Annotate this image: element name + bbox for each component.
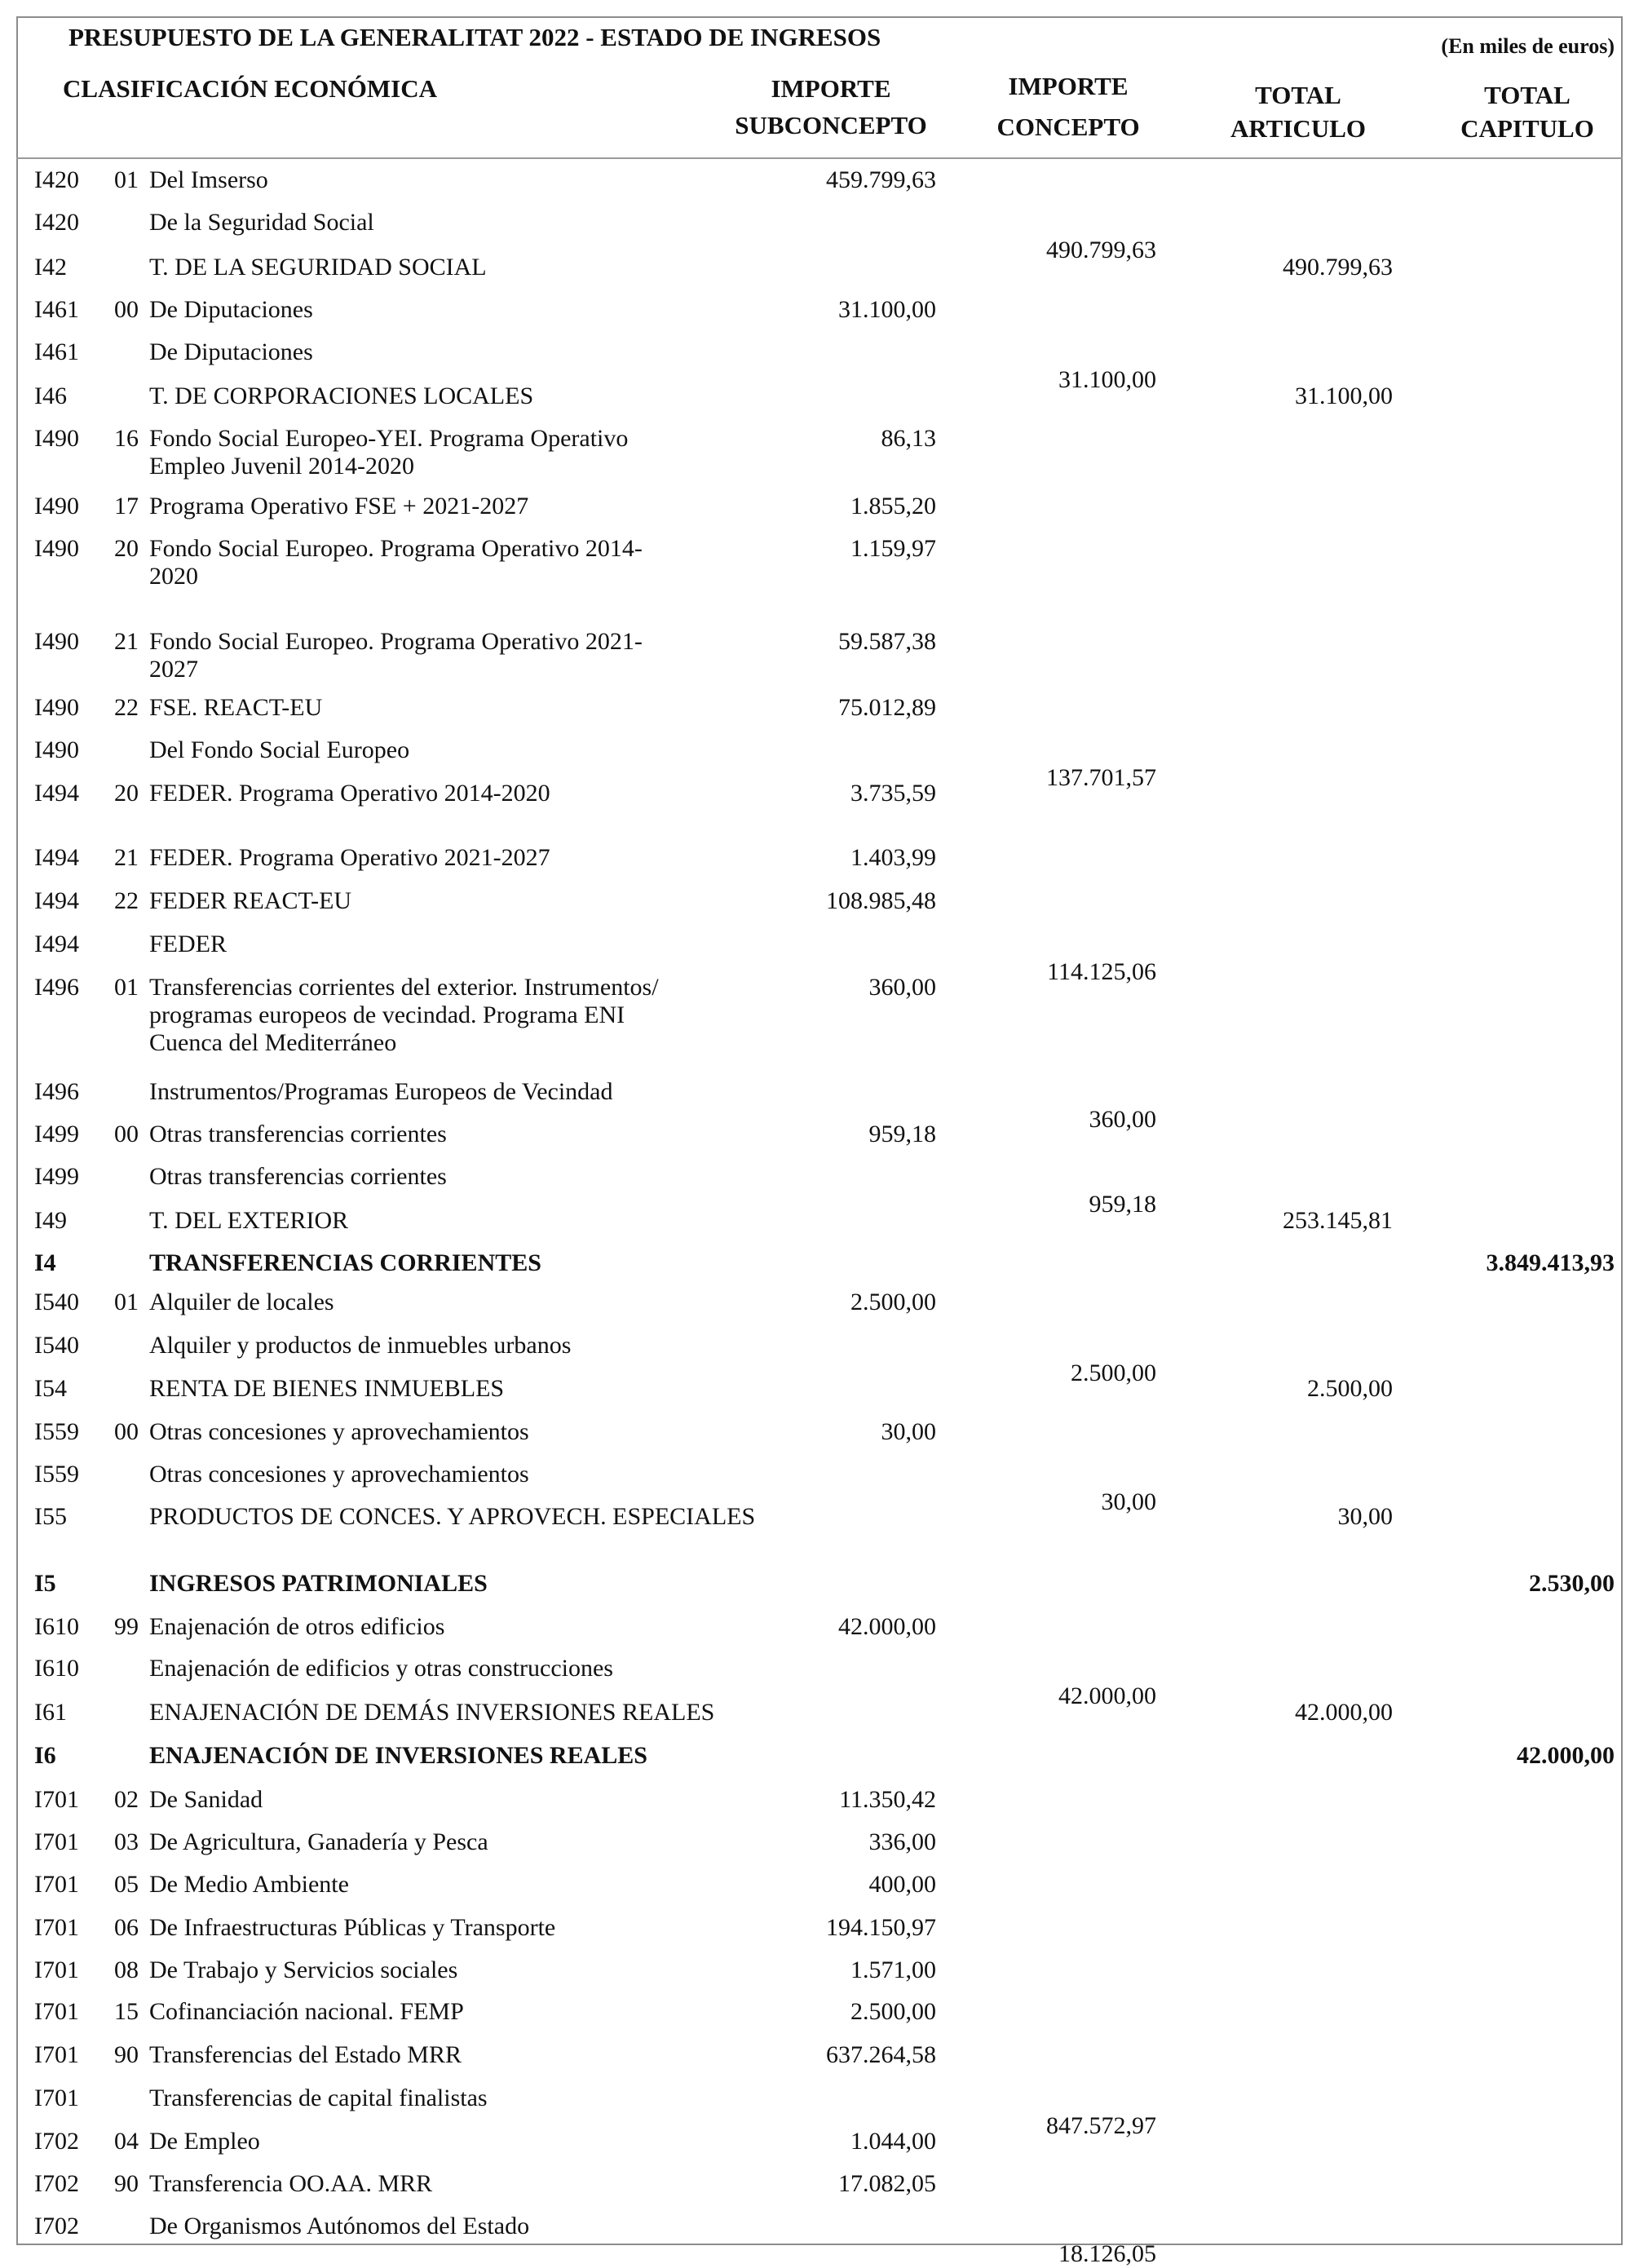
table-row: [0, 1998, 1639, 2031]
row-description: De Medio Ambiente: [149, 1871, 349, 1898]
importe-concepto-cell: 30,00: [1101, 1488, 1156, 1515]
table-row: [0, 382, 1639, 415]
row-code: I490: [34, 628, 79, 655]
row-subcode: 06: [114, 1914, 139, 1941]
row-description: FEDER. Programa Operativo 2021-2027: [149, 844, 550, 871]
row-code: I490: [34, 694, 79, 721]
row-description: ENAJENACIÓN DE DEMÁS INVERSIONES REALES: [149, 1699, 715, 1726]
table-row: [0, 1699, 1639, 1731]
header-rule: [16, 157, 1623, 159]
importe-subconcepto-cell: 17.082,05: [838, 2170, 936, 2197]
row-code: I610: [34, 1613, 79, 1640]
importe-concepto-cell: 31.100,00: [1058, 366, 1156, 393]
importe-concepto-cell: 490.799,63: [1046, 237, 1156, 263]
row-code: I5: [34, 1570, 56, 1597]
table-row: [0, 736, 1639, 791]
table-row: [0, 254, 1639, 286]
table-row: [0, 1570, 1639, 1603]
table-row: [0, 1655, 1639, 1709]
row-code: I55: [34, 1503, 67, 1530]
table-row: [0, 1207, 1639, 1240]
row-description: Programa Operativo FSE + 2021-2027: [149, 493, 529, 519]
row-code: I499: [34, 1121, 79, 1147]
row-code: I461: [34, 338, 79, 365]
table-row: [0, 628, 1639, 683]
row-description: De Trabajo y Servicios sociales: [149, 1956, 458, 1983]
document-title: PRESUPUESTO DE LA GENERALITAT 2022 - ESTADO DE INGRESOS: [68, 23, 881, 51]
table-row: [0, 1956, 1639, 1989]
table-row: [0, 209, 1639, 263]
importe-subconcepto-cell: 459.799,63: [826, 166, 936, 193]
row-description: De Diputaciones: [149, 296, 313, 323]
row-description: Del Fondo Social Europeo: [149, 736, 410, 763]
row-code: I46: [34, 382, 67, 409]
importe-concepto-cell: 847.572,97: [1046, 2112, 1156, 2139]
importe-subconcepto-cell: 400,00: [868, 1871, 936, 1898]
total-capitulo-cell: 2.530,00: [1529, 1570, 1615, 1597]
table-row: [0, 535, 1639, 590]
importe-concepto-cell: 360,00: [1089, 1106, 1156, 1133]
row-subcode: 01: [114, 166, 139, 193]
total-capitulo-cell: 42.000,00: [1517, 1742, 1615, 1769]
row-code: I54: [34, 1375, 67, 1402]
row-subcode: 05: [114, 1871, 139, 1898]
importe-subconcepto-cell: 1.571,00: [850, 1956, 936, 1983]
table-row: [0, 1121, 1639, 1153]
row-code: I494: [34, 887, 79, 914]
table-row: [0, 1613, 1639, 1646]
table-row: [0, 2085, 1639, 2139]
row-description: Fondo Social Europeo-YEI. Programa Operativo Empleo Juvenil 2014-2020: [149, 425, 629, 480]
row-description: FEDER REACT-EU: [149, 887, 352, 914]
row-description: Instrumentos/Programas Europeos de Vecindad: [149, 1078, 613, 1105]
table-row: [0, 2170, 1639, 2203]
row-code: I42: [34, 254, 67, 281]
importe-subconcepto-cell: 336,00: [868, 1828, 936, 1855]
importe-subconcepto-cell: 1.044,00: [850, 2128, 936, 2155]
table-row: [0, 1786, 1639, 1819]
row-description: Otras concesiones y aprovechamientos: [149, 1418, 529, 1445]
row-description: Del Imserso: [149, 166, 268, 193]
row-subcode: 04: [114, 2128, 139, 2155]
row-subcode: 03: [114, 1828, 139, 1855]
row-code: I702: [34, 2128, 79, 2155]
row-subcode: 22: [114, 694, 139, 721]
row-description: De Sanidad: [149, 1786, 263, 1813]
row-code: I6: [34, 1742, 56, 1769]
table-row: [0, 1742, 1639, 1775]
row-code: I496: [34, 974, 79, 1001]
row-code: I701: [34, 1786, 79, 1813]
row-code: I701: [34, 1998, 79, 2025]
total-articulo-cell: 2.500,00: [1307, 1375, 1393, 1402]
row-description: Otras concesiones y aprovechamientos: [149, 1461, 529, 1488]
table-row: [0, 2213, 1639, 2267]
row-code: I461: [34, 296, 79, 323]
row-description: De Organismos Autónomos del Estado: [149, 2213, 530, 2239]
table-row: [0, 1078, 1639, 1133]
col-header-importe-subconcepto: IMPORTE SUBCONCEPTO: [735, 74, 927, 139]
table-row: [0, 1418, 1639, 1451]
row-description: TRANSFERENCIAS CORRIENTES: [149, 1249, 541, 1276]
row-description: De Empleo: [149, 2128, 260, 2155]
table-row: [0, 1289, 1639, 1321]
importe-subconcepto-cell: 3.735,59: [850, 780, 936, 807]
table-row: [0, 694, 1639, 727]
row-code: I61: [34, 1699, 67, 1726]
row-description: INGRESOS PATRIMONIALES: [149, 1570, 488, 1597]
row-subcode: 20: [114, 535, 139, 562]
table-row: [0, 2128, 1639, 2160]
importe-subconcepto-cell: 2.500,00: [850, 1998, 936, 2025]
table-row: [0, 1249, 1639, 1282]
table-row: [0, 425, 1639, 480]
col-header-importe-concepto: IMPORTE CONCEPTO: [996, 72, 1140, 141]
row-subcode: 08: [114, 1956, 139, 1983]
row-description: T. DEL EXTERIOR: [149, 1207, 349, 1234]
row-description: Enajenación de otros edificios: [149, 1613, 445, 1640]
importe-concepto-cell: 42.000,00: [1058, 1682, 1156, 1709]
row-code: I701: [34, 1828, 79, 1855]
row-description: FEDER. Programa Operativo 2014-2020: [149, 780, 550, 807]
row-code: I496: [34, 1078, 79, 1105]
row-subcode: 17: [114, 493, 139, 519]
row-description: RENTA DE BIENES INMUEBLES: [149, 1375, 505, 1402]
total-articulo-cell: 30,00: [1337, 1503, 1393, 1530]
row-description: T. DE LA SEGURIDAD SOCIAL: [149, 254, 487, 281]
row-description: T. DE CORPORACIONES LOCALES: [149, 382, 534, 409]
row-code: I701: [34, 1871, 79, 1898]
row-description: ENAJENACIÓN DE INVERSIONES REALES: [149, 1742, 647, 1769]
row-subcode: 00: [114, 1121, 139, 1147]
table-row: [0, 296, 1639, 329]
table-row: [0, 1163, 1639, 1218]
row-subcode: 21: [114, 844, 139, 871]
table-row: [0, 1914, 1639, 1947]
row-code: I701: [34, 1914, 79, 1941]
total-capitulo-cell: 3.849.413,93: [1486, 1249, 1615, 1276]
table-row: [0, 338, 1639, 393]
row-description: De Infraestructuras Públicas y Transporte: [149, 1914, 556, 1941]
table-row: [0, 1828, 1639, 1861]
total-articulo-cell: 42.000,00: [1295, 1699, 1393, 1726]
row-code: I499: [34, 1163, 79, 1190]
row-description: De Diputaciones: [149, 338, 313, 365]
row-description: Transferencias del Estado MRR: [149, 2041, 462, 2068]
row-subcode: 99: [114, 1613, 139, 1640]
row-subcode: 21: [114, 628, 139, 655]
table-row: [0, 1332, 1639, 1386]
table-row: [0, 974, 1639, 1056]
importe-concepto-cell: 114.125,06: [1047, 958, 1156, 985]
row-code: I701: [34, 2085, 79, 2111]
row-code: I49: [34, 1207, 67, 1234]
importe-subconcepto-cell: 637.264,58: [826, 2041, 936, 2068]
total-articulo-cell: 253.145,81: [1283, 1207, 1393, 1234]
row-description: De Agricultura, Ganadería y Pesca: [149, 1828, 488, 1855]
table-row: [0, 887, 1639, 920]
row-subcode: 90: [114, 2041, 139, 2068]
row-code: I494: [34, 931, 79, 957]
row-code: I420: [34, 209, 79, 236]
row-code: I490: [34, 535, 79, 562]
row-description: Alquiler de locales: [149, 1289, 334, 1315]
total-articulo-cell: 31.100,00: [1295, 382, 1393, 409]
row-code: I559: [34, 1461, 79, 1488]
importe-subconcepto-cell: 59.587,38: [838, 628, 936, 655]
importe-subconcepto-cell: 30,00: [881, 1418, 936, 1445]
table-row: [0, 780, 1639, 812]
row-code: I702: [34, 2170, 79, 2197]
importe-subconcepto-cell: 1.855,20: [850, 493, 936, 519]
row-code: I559: [34, 1418, 79, 1445]
row-subcode: 02: [114, 1786, 139, 1813]
row-code: I494: [34, 844, 79, 871]
table-row: [0, 2041, 1639, 2074]
table-row: [0, 931, 1639, 985]
importe-concepto-cell: 18.126,05: [1058, 2240, 1156, 2267]
table-row: [0, 166, 1639, 199]
table-row: [0, 1375, 1639, 1408]
row-description: Cofinanciación nacional. FEMP: [149, 1998, 464, 2025]
row-code: I490: [34, 425, 79, 452]
row-code: I540: [34, 1289, 79, 1315]
row-subcode: 00: [114, 296, 139, 323]
importe-subconcepto-cell: 1.403,99: [850, 844, 936, 871]
row-description: Fondo Social Europeo. Programa Operativo 2021-2027: [149, 628, 643, 683]
table-row: [0, 1503, 1639, 1536]
row-description: Otras transferencias corrientes: [149, 1121, 447, 1147]
row-subcode: 00: [114, 1418, 139, 1445]
row-code: I4: [34, 1249, 56, 1276]
importe-subconcepto-cell: 108.985,48: [826, 887, 936, 914]
row-description: PRODUCTOS DE CONCES. Y APROVECH. ESPECIALES: [149, 1503, 756, 1530]
importe-concepto-cell: 137.701,57: [1046, 764, 1156, 791]
row-subcode: 20: [114, 780, 139, 807]
col-header-total-capitulo: TOTAL CAPITULO: [1460, 81, 1594, 143]
row-subcode: 22: [114, 887, 139, 914]
row-description: Otras transferencias corrientes: [149, 1163, 447, 1190]
table-row: [0, 493, 1639, 525]
row-subcode: 01: [114, 1289, 139, 1315]
row-description: Enajenación de edificios y otras construcciones: [149, 1655, 613, 1682]
importe-concepto-cell: 959,18: [1089, 1191, 1156, 1218]
importe-concepto-cell: 2.500,00: [1071, 1359, 1156, 1386]
row-code: I490: [34, 736, 79, 763]
row-code: I701: [34, 1956, 79, 1983]
row-description: Transferencias de capital finalistas: [149, 2085, 488, 2111]
row-description: De la Seguridad Social: [149, 209, 374, 236]
table-row: [0, 1461, 1639, 1515]
row-description: Transferencias corrientes del exterior. Instrumentos/ programas europeos de vecindad. Programa ENI Cuenca del Mediterráneo: [149, 974, 659, 1056]
row-description: FSE. REACT-EU: [149, 694, 323, 721]
row-description: Transferencia OO.AA. MRR: [149, 2170, 433, 2197]
importe-subconcepto-cell: 11.350,42: [839, 1786, 936, 1813]
col-header-total-articulo: TOTAL ARTICULO: [1230, 81, 1366, 143]
row-code: I490: [34, 493, 79, 519]
importe-subconcepto-cell: 1.159,97: [850, 535, 936, 562]
table-row: [0, 844, 1639, 877]
row-subcode: 90: [114, 2170, 139, 2197]
row-code: I610: [34, 1655, 79, 1682]
row-subcode: 16: [114, 425, 139, 452]
importe-subconcepto-cell: 31.100,00: [838, 296, 936, 323]
importe-subconcepto-cell: 194.150,97: [826, 1914, 936, 1941]
row-code: I540: [34, 1332, 79, 1359]
row-description: Fondo Social Europeo. Programa Operativo 2014-2020: [149, 535, 643, 590]
importe-subconcepto-cell: 360,00: [868, 974, 936, 1001]
importe-subconcepto-cell: 959,18: [868, 1121, 936, 1147]
units-note: (En miles de euros): [1441, 34, 1615, 58]
row-code: I701: [34, 2041, 79, 2068]
importe-subconcepto-cell: 75.012,89: [838, 694, 936, 721]
importe-subconcepto-cell: 2.500,00: [850, 1289, 936, 1315]
row-subcode: 15: [114, 1998, 139, 2025]
importe-subconcepto-cell: 42.000,00: [838, 1613, 936, 1640]
table-row: [0, 1871, 1639, 1903]
col-header-classification: CLASIFICACIÓN ECONÓMICA: [63, 74, 438, 103]
row-code: I420: [34, 166, 79, 193]
importe-subconcepto-cell: 86,13: [881, 425, 936, 452]
row-code: I494: [34, 780, 79, 807]
row-description: Alquiler y productos de inmuebles urbanos: [149, 1332, 572, 1359]
total-articulo-cell: 490.799,63: [1283, 254, 1393, 281]
row-code: I702: [34, 2213, 79, 2239]
row-subcode: 01: [114, 974, 139, 1001]
row-description: FEDER: [149, 931, 228, 957]
